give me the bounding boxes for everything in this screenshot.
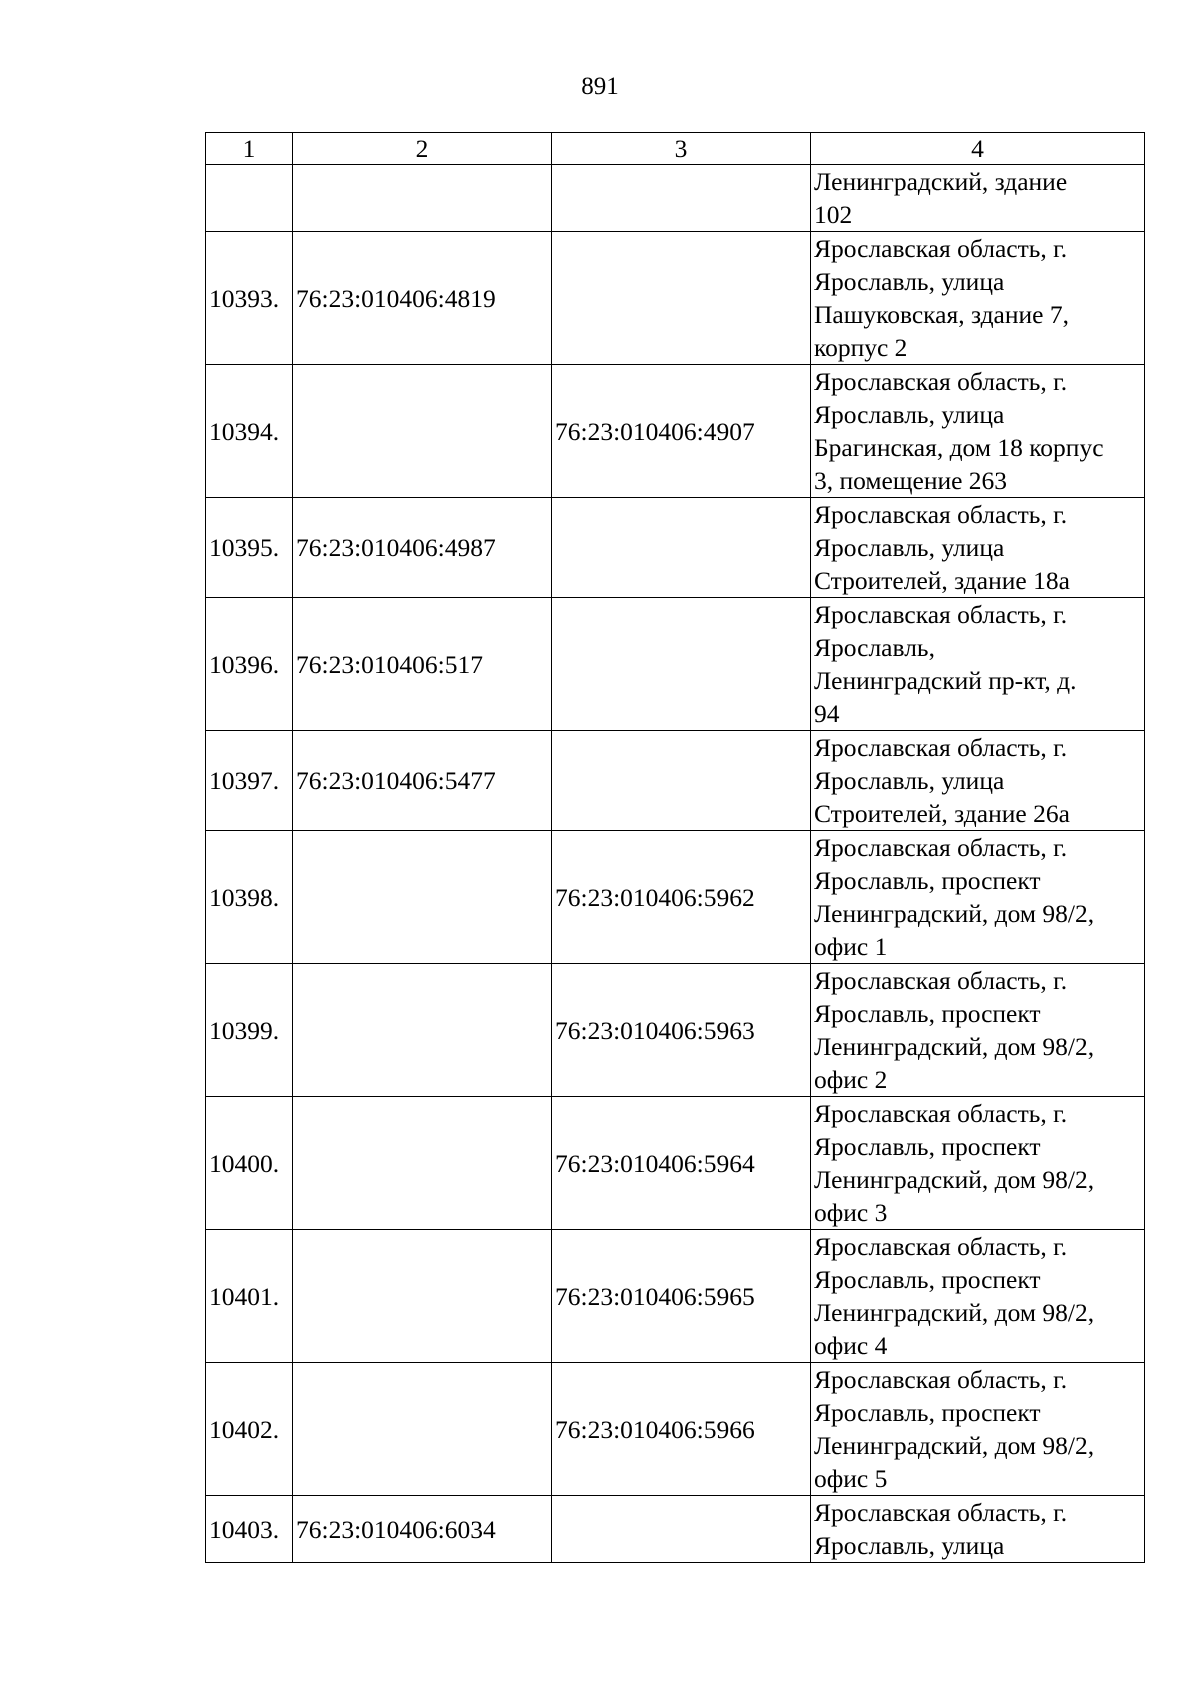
cadastral-number-cell <box>552 1496 811 1563</box>
address-line: Ярославль, улица <box>814 267 1005 296</box>
address-line: Ярославль, <box>814 633 935 662</box>
cadastral-number-cell <box>552 498 811 598</box>
cadastral-number-cell: 76:23:010406:5963 <box>552 964 811 1097</box>
cadastral-number-cell <box>552 232 811 365</box>
column-header-2: 2 <box>293 133 552 165</box>
cadastral-number-cell <box>293 964 552 1097</box>
address-line: Ярославль, проспект <box>814 866 1041 895</box>
table-header-row <box>206 133 1145 165</box>
address-line: Ярославская область, г. <box>814 833 1068 862</box>
address-cell <box>811 1496 1145 1563</box>
address-line: Ленинградский, дом 98/2, <box>814 1431 1095 1460</box>
address-line: Ярославская область, г. <box>814 1099 1068 1128</box>
address-line: Ярославская область, г. <box>814 367 1068 396</box>
address-cell <box>811 1363 1145 1496</box>
cadastral-number-cell <box>552 598 811 731</box>
column-header-4: 4 <box>811 133 1145 165</box>
row-number-cell <box>206 165 293 232</box>
address-cell <box>811 731 1145 831</box>
address-cell <box>811 1097 1145 1230</box>
cadastral-number-cell: 76:23:010406:517 <box>293 598 552 731</box>
table-row <box>206 964 1145 1097</box>
table-row <box>206 1496 1145 1563</box>
cadastral-number-cell <box>293 1230 552 1363</box>
address-cell <box>811 365 1145 498</box>
address-line: Ярославская область, г. <box>814 234 1068 263</box>
cadastral-number-cell: 76:23:010406:5477 <box>293 731 552 831</box>
column-header-3: 3 <box>552 133 811 165</box>
cadastral-number-cell <box>293 365 552 498</box>
table-row <box>206 731 1145 831</box>
address-line: Ленинградский, дом 98/2, <box>814 899 1095 928</box>
address-line: офис 2 <box>814 1065 888 1094</box>
cadastral-number-cell: 76:23:010406:4987 <box>293 498 552 598</box>
cadastral-number-cell: 76:23:010406:5966 <box>552 1363 811 1496</box>
address-line: Ярославль, проспект <box>814 1265 1041 1294</box>
table-row <box>206 165 1145 232</box>
address-line: 102 <box>814 200 853 229</box>
row-number-cell: 10400. <box>206 1097 293 1230</box>
row-number-cell: 10393. <box>206 232 293 365</box>
address-line: Ярославская область, г. <box>814 1232 1068 1261</box>
page-number: 891 <box>581 73 619 100</box>
table-row <box>206 598 1145 731</box>
address-line: офис 5 <box>814 1464 888 1493</box>
registry-table <box>205 132 1145 1563</box>
address-line: Ярославская область, г. <box>814 733 1068 762</box>
cadastral-number-cell: 76:23:010406:4907 <box>552 365 811 498</box>
row-number-cell: 10401. <box>206 1230 293 1363</box>
cadastral-number-cell: 76:23:010406:5962 <box>552 831 811 964</box>
address-line: 94 <box>814 699 840 728</box>
address-cell <box>811 165 1145 232</box>
row-number-cell: 10396. <box>206 598 293 731</box>
address-line: Пашуковская, здание 7, <box>814 300 1069 329</box>
address-cell <box>811 498 1145 598</box>
address-line: Ярославль, улица <box>814 766 1005 795</box>
cadastral-number-cell <box>293 165 552 232</box>
row-number-cell: 10394. <box>206 365 293 498</box>
address-line: Ярославль, проспект <box>814 999 1041 1028</box>
table-row <box>206 1230 1145 1363</box>
address-line: Ярославская область, г. <box>814 966 1068 995</box>
address-line: 3, помещение 263 <box>814 466 1008 495</box>
table-body <box>206 165 1145 1563</box>
address-line: Ленинградский, дом 98/2, <box>814 1298 1095 1327</box>
address-line: Ленинградский, здание <box>814 167 1068 196</box>
row-number-cell: 10398. <box>206 831 293 964</box>
address-line: офис 4 <box>814 1331 888 1360</box>
table-row <box>206 365 1145 498</box>
address-cell <box>811 964 1145 1097</box>
row-number-cell: 10395. <box>206 498 293 598</box>
row-number-cell: 10403. <box>206 1496 293 1563</box>
address-line: Ярославль, проспект <box>814 1132 1041 1161</box>
address-line: Ленинградский, дом 98/2, <box>814 1165 1095 1194</box>
row-number-cell: 10399. <box>206 964 293 1097</box>
cadastral-number-cell <box>293 1363 552 1496</box>
address-line: Брагинская, дом 18 корпус <box>814 433 1104 462</box>
address-line: офис 3 <box>814 1198 888 1227</box>
cadastral-number-cell: 76:23:010406:5965 <box>552 1230 811 1363</box>
address-line: Ярославская область, г. <box>814 600 1068 629</box>
address-line: корпус 2 <box>814 333 908 362</box>
row-number-cell: 10397. <box>206 731 293 831</box>
cadastral-number-cell <box>552 165 811 232</box>
cadastral-number-cell: 76:23:010406:5964 <box>552 1097 811 1230</box>
table-row <box>206 831 1145 964</box>
address-line: Ярославль, проспект <box>814 1398 1041 1427</box>
cadastral-number-cell: 76:23:010406:4819 <box>293 232 552 365</box>
address-line: Ярославль, улица <box>814 533 1005 562</box>
row-number-cell: 10402. <box>206 1363 293 1496</box>
cadastral-number-cell <box>293 831 552 964</box>
table-row <box>206 498 1145 598</box>
cadastral-number-cell <box>552 731 811 831</box>
cadastral-number-cell: 76:23:010406:6034 <box>293 1496 552 1563</box>
address-line: Ленинградский, дом 98/2, <box>814 1032 1095 1061</box>
cadastral-number-cell <box>293 1097 552 1230</box>
address-cell <box>811 1230 1145 1363</box>
address-line: Ярославская область, г. <box>814 500 1068 529</box>
column-header-1: 1 <box>206 133 293 165</box>
address-line: Ярославль, улица <box>814 1531 1005 1560</box>
address-cell <box>811 598 1145 731</box>
table-row <box>206 232 1145 365</box>
address-line: Строителей, здание 18а <box>814 566 1070 595</box>
address-line: Ярославль, улица <box>814 400 1005 429</box>
address-line: Ленинградский пр-кт, д. <box>814 666 1077 695</box>
address-cell <box>811 232 1145 365</box>
address-cell <box>811 831 1145 964</box>
address-line: офис 1 <box>814 932 888 961</box>
table-row <box>206 1097 1145 1230</box>
address-line: Строителей, здание 26а <box>814 799 1070 828</box>
address-line: Ярославская область, г. <box>814 1365 1068 1394</box>
table-row <box>206 1363 1145 1496</box>
address-line: Ярославская область, г. <box>814 1498 1068 1527</box>
